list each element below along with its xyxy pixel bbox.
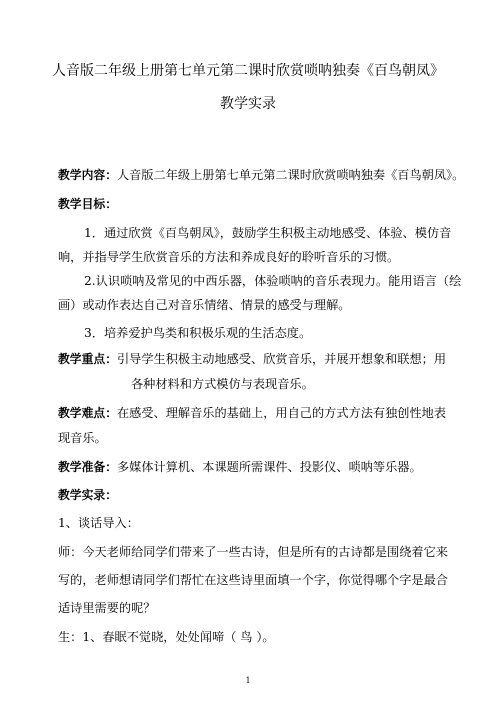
record-heading [58, 487, 446, 503]
objective-1-line-2: 响，并指导学生欣赏音乐的方法和养成良好的聆听音乐的习惯。 [58, 250, 400, 264]
difficulties [58, 405, 446, 421]
objective-2-line-2: 画）或动作表达自己对音乐情绪、情景的感受与理解。 [58, 298, 351, 312]
record-label: 教学实录： [58, 488, 117, 502]
objective-3: 3．培养爱护鸟类和积极乐观的生活态度。 [84, 326, 312, 340]
content-label: 教学内容： [58, 168, 117, 182]
page-number: 1 [245, 676, 251, 685]
preparation [58, 459, 446, 475]
record-step-1: 1、谈话导入： [58, 516, 139, 530]
teacher-line-1: 师：今天老师给同学们带来了一些古诗，但是所有的古诗都是围绕着它来 [58, 545, 448, 559]
key-points-line-2: 各种材料和方式模仿与表现音乐。 [131, 377, 314, 391]
objective-1-line-1: 1．通过欣赏《百鸟朝凤》，鼓励学生积极主动地感受、体验、模仿音 [84, 226, 452, 240]
teacher-line-2: 写的，老师想请同学们帮忙在这些诗里面填一个字，你觉得哪个字是最合 [58, 573, 448, 587]
difficulties-line-1: 在感受、理解音乐的基础上，用自己的方式方法有独创性地表 [117, 406, 447, 420]
difficulties-line-2: 现音乐。 [58, 431, 107, 445]
document-title: 人音版二年级上册第七单元第二课时欣赏唢呐独奏《百鸟朝凤》 [52, 63, 444, 79]
objectives-heading [58, 196, 446, 212]
difficulties-label: 教学难点： [58, 406, 117, 420]
key-points [58, 351, 446, 367]
key-points-label: 教学重点： [58, 352, 117, 366]
objective-2-line-1: 2.认识唢呐及常见的中西乐器，体验唢呐的音乐表现力。能用语言（绘 [84, 274, 462, 288]
preparation-label: 教学准备： [58, 460, 117, 474]
content-text: 人音版二年级上册第七单元第二课时欣赏唢呐独奏《百鸟朝凤》。 [117, 168, 465, 182]
document-subtitle: 教学实录 [220, 96, 276, 112]
key-points-line-1: 引导学生积极主动地感受、欣赏音乐，并展开想象和联想；用 [117, 352, 447, 366]
teaching-content [58, 167, 465, 183]
preparation-text: 多媒体计算机、本课题所需课件、投影仪、唢呐等乐器。 [117, 460, 422, 474]
objectives-label: 教学目标： [58, 197, 117, 211]
student-line: 生：1、春眠不觉晓，处处闻啼（ 鸟 ）。 [58, 630, 275, 644]
teacher-line-3: 适诗里需要的呢？ [58, 601, 156, 615]
